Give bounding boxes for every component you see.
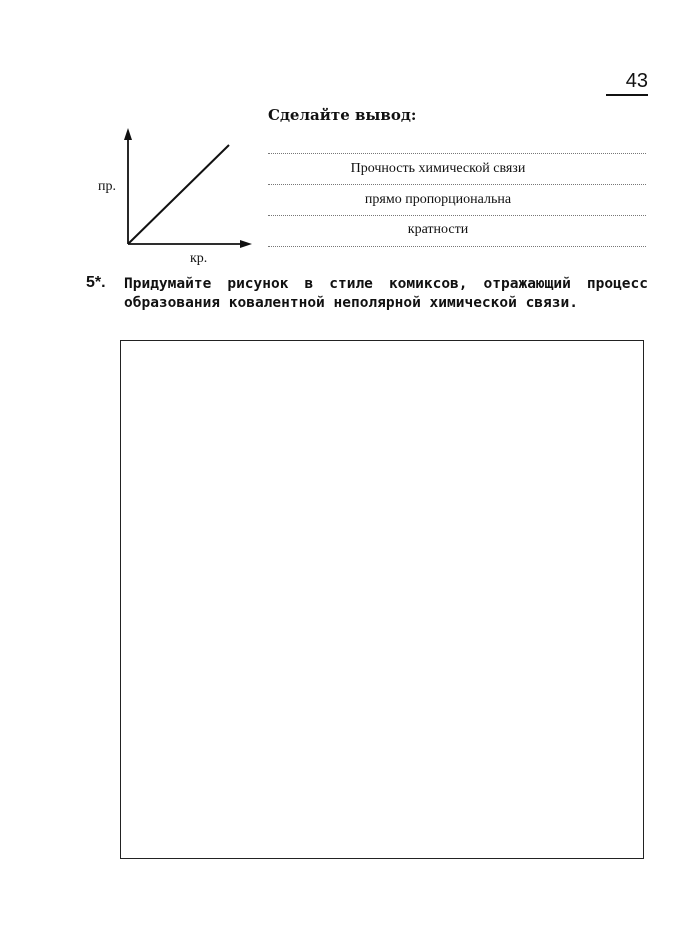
conclusion-line-3: кратности	[407, 222, 469, 237]
y-axis-label: пр.	[98, 179, 116, 194]
conclusion-line-1: Прочность химической связи	[350, 161, 526, 176]
conclusion-line-2: прямо пропорциональна	[364, 192, 512, 207]
drawing-box[interactable]	[120, 340, 644, 859]
y-axis-arrow-icon	[124, 128, 132, 140]
answer-line-top	[268, 153, 646, 154]
answer-line-1	[268, 184, 646, 185]
conclusion-heading: Сделайте вывод:	[268, 106, 417, 124]
answer-line-2	[268, 215, 646, 216]
x-axis-arrow-icon	[240, 240, 252, 248]
answer-line-3	[268, 246, 646, 247]
task-text: Придумайте рисунок в стиле комиксов, отражающий процесс образования ковалентной неполярной химической связи.	[124, 276, 648, 311]
x-axis-label: кр.	[190, 251, 208, 266]
task-number: 5*.	[86, 274, 106, 291]
proportional-line	[128, 145, 229, 244]
page-number: 43	[625, 70, 648, 92]
page-number-rule	[606, 94, 648, 96]
